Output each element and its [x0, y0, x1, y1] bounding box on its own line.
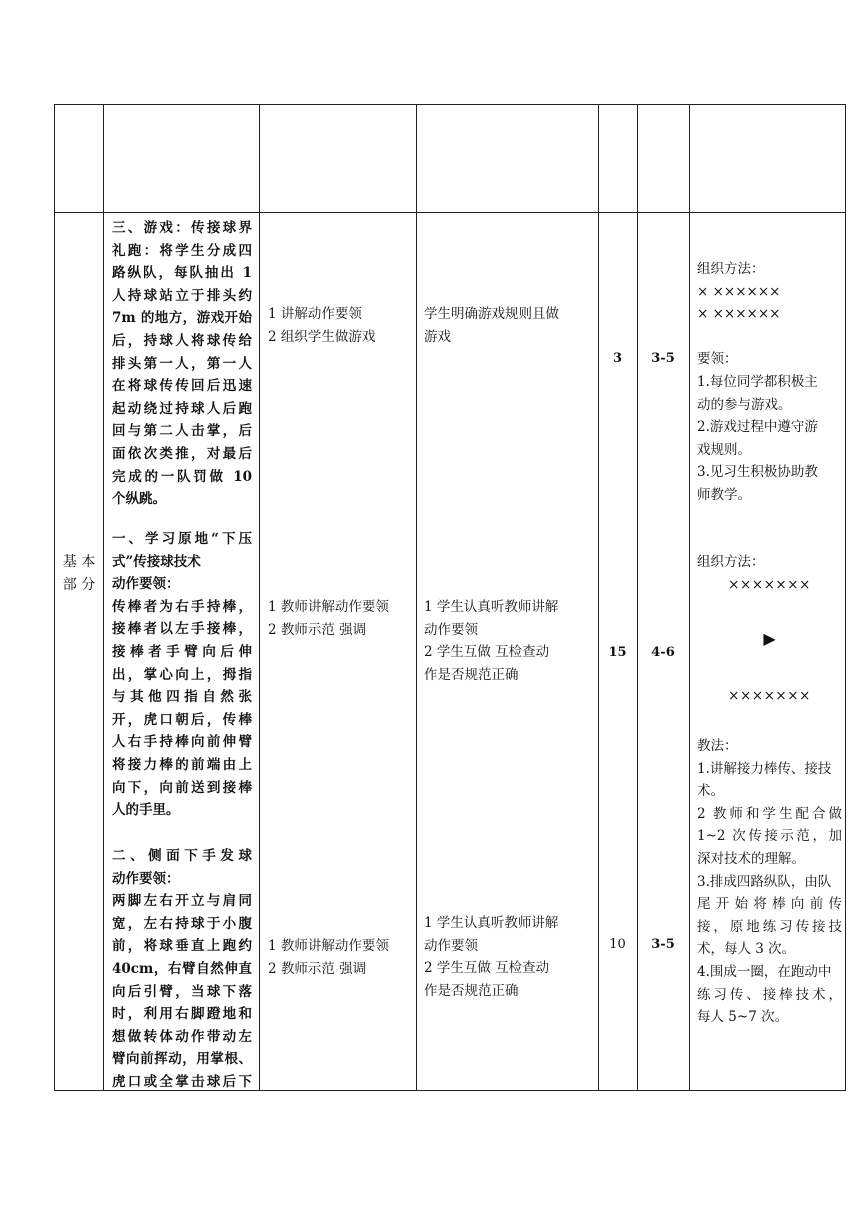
- content-line: 想做转体动作带动左: [112, 1028, 252, 1045]
- content-cell-game: [112, 217, 252, 511]
- content-line: 40cm，右臂自然伸直: [112, 960, 252, 977]
- formation-row: ×××××××: [728, 688, 811, 704]
- time-value: 3-5: [651, 351, 675, 366]
- teacher-line: 1 讲解动作要领: [268, 306, 362, 322]
- section-char: 基: [62, 554, 77, 570]
- content-line: 后，持球人将球传给: [112, 332, 252, 349]
- content-line: 路纵队，每队抽出 1: [112, 265, 252, 282]
- student-line: 2 学生互做 互检查动: [424, 960, 550, 977]
- content-line: 人右手持棒向前伸臂: [112, 734, 252, 751]
- student-line: 动作要领: [424, 621, 478, 638]
- content-line: 两脚左右开立与肩同: [112, 893, 252, 910]
- method-line: 教法：: [697, 738, 738, 754]
- count-value: 10: [609, 937, 626, 952]
- student-line: 1 学生认真听教师讲解: [424, 599, 559, 615]
- formation-row: ×××××××: [728, 577, 811, 593]
- content-line: 三、游戏：传接球界: [112, 220, 252, 236]
- time-value: 4-6: [651, 645, 675, 660]
- student-line: 作是否规范正确: [424, 982, 519, 999]
- row-divider: [55, 212, 845, 213]
- column-divider: [689, 105, 690, 1090]
- content-line: 二、侧面下手发球: [112, 848, 252, 864]
- content-line: 在将球传传回后迅速: [112, 378, 252, 395]
- content-line: 向后引臂，当球下落: [112, 983, 252, 1000]
- org-line: 组织方法：: [697, 261, 765, 277]
- column-divider: [416, 105, 417, 1090]
- content-line: 一、学习原地“下压: [112, 531, 252, 547]
- content-line: 宽，左右持球于小腹: [112, 915, 252, 932]
- column-divider: [103, 105, 104, 1090]
- org-line: 师教学。: [697, 486, 751, 503]
- method-line: 练习传、接棒技术，: [697, 986, 842, 1003]
- org-line: 戏规则。: [697, 441, 751, 458]
- student-line: 游戏: [424, 328, 451, 345]
- student-line: 1 学生认真听教师讲解: [424, 915, 559, 931]
- student-line: 作是否规范正确: [424, 666, 519, 683]
- content-cell-underhand-serve: [112, 845, 252, 1094]
- teacher-activity-cell: [268, 596, 413, 641]
- teacher-line: 1 教师讲解动作要领: [268, 599, 389, 615]
- student-activity-cell: [424, 303, 592, 348]
- content-line: 面依次类推，对最后: [112, 445, 252, 462]
- content-line: 时，利用右脚蹬地和: [112, 1006, 252, 1023]
- content-line: 礼跑：将学生分成四: [112, 242, 252, 259]
- student-activity-cell: [424, 912, 592, 1002]
- method-line: 2 教师和学生配合做: [697, 805, 842, 822]
- method-line: 1.讲解接力棒传、接技: [697, 760, 832, 777]
- method-line: 接，原地练习传接技: [697, 918, 842, 935]
- method-line: 4.围成一圈，在跑动中: [697, 963, 832, 980]
- org-line: 1.每位同学都积极主: [697, 373, 818, 390]
- content-line: 出，掌心向上，拇指: [112, 666, 252, 683]
- teacher-line: 2 教师示范 强调: [268, 960, 367, 977]
- content-line: 完成的一队罚做 10: [112, 468, 252, 485]
- method-line: 3.排成四路纵队，由队: [697, 873, 832, 890]
- content-line: 人持球站立于排头约: [112, 287, 252, 304]
- teacher-line: 2 组织学生做游戏: [268, 328, 376, 345]
- section-char: 分: [81, 576, 96, 593]
- column-divider: [259, 105, 260, 1090]
- content-line: 与其他四指自然张: [112, 689, 252, 706]
- teacher-line: 1 教师讲解动作要领: [268, 938, 389, 954]
- arrow-icon: ▶: [763, 629, 776, 648]
- content-line: 臂向前挥动，用掌根、: [112, 1051, 252, 1068]
- student-line: 2 学生互做 互检查动: [424, 644, 550, 661]
- content-line: 虎口或全掌击球后下: [112, 1073, 252, 1090]
- content-line: 回与第二人击掌，后: [112, 423, 252, 440]
- content-line: 向下，向前送到接棒: [112, 779, 252, 796]
- org-line: 动的参与游戏。: [697, 396, 792, 413]
- org-formation: × ××××××: [697, 306, 781, 323]
- content-line: 将接力棒的前端由上: [112, 756, 252, 773]
- org-formation: × ××××××: [697, 283, 781, 300]
- content-line: 接棒者手臂向后伸: [112, 643, 252, 660]
- org-line: 2.游戏过程中遵守游: [697, 419, 818, 436]
- method-line: 术。: [697, 783, 724, 800]
- method-line: 尾开始将棒向前传: [697, 896, 842, 913]
- section-label: [55, 551, 103, 596]
- content-line: 起动绕过持球人后跑: [112, 400, 252, 417]
- content-line: 7m 的地方，游戏开始: [112, 310, 252, 327]
- org-title: 组织方法：: [697, 554, 765, 570]
- org-line: [697, 326, 842, 349]
- lesson-plan-table: [54, 104, 846, 1091]
- content-line: 动作要领：: [112, 870, 180, 887]
- content-line: 接棒者以左手接棒，: [112, 621, 252, 638]
- content-line: 开，虎口朝后，传棒: [112, 711, 252, 728]
- teacher-activity-cell: [268, 935, 413, 980]
- org-line: 要领：: [697, 351, 738, 368]
- content-line: 传棒者为右手持棒，: [112, 598, 252, 615]
- teacher-activity-cell: [268, 303, 413, 348]
- section-char: 本: [81, 554, 96, 570]
- count-value: 3: [612, 351, 623, 366]
- time-value: 3-5: [651, 937, 675, 952]
- method-line: 每人 5~7 次。: [697, 1009, 789, 1026]
- content-cell-baton-pass: [112, 528, 252, 822]
- org-line: 3.见习生积极协助教: [697, 464, 818, 481]
- organization-cell: [697, 258, 842, 507]
- content-line: 排头第一人，第一人: [112, 355, 252, 372]
- method-line: 1~2 次传接示范，加: [697, 828, 842, 845]
- content-line: 式”传接球技术: [112, 553, 201, 570]
- student-line: 学生明确游戏规则且做: [424, 306, 559, 322]
- teaching-method-cell: [697, 735, 842, 1029]
- content-line: 动作要领：: [112, 576, 180, 593]
- content-line: 前，将球垂直上跑约: [112, 938, 252, 955]
- teacher-line: 2 教师示范 强调: [268, 621, 367, 638]
- student-line: 动作要领: [424, 937, 478, 954]
- method-line: 术，每人 3 次。: [697, 941, 796, 958]
- content-line: 人的手里。: [112, 802, 180, 819]
- student-activity-cell: [424, 596, 592, 686]
- section-char: 部: [62, 576, 77, 593]
- method-line: 深对技术的理解。: [697, 850, 805, 867]
- count-value: 15: [608, 645, 627, 660]
- content-line: 个纵跳。: [112, 491, 166, 508]
